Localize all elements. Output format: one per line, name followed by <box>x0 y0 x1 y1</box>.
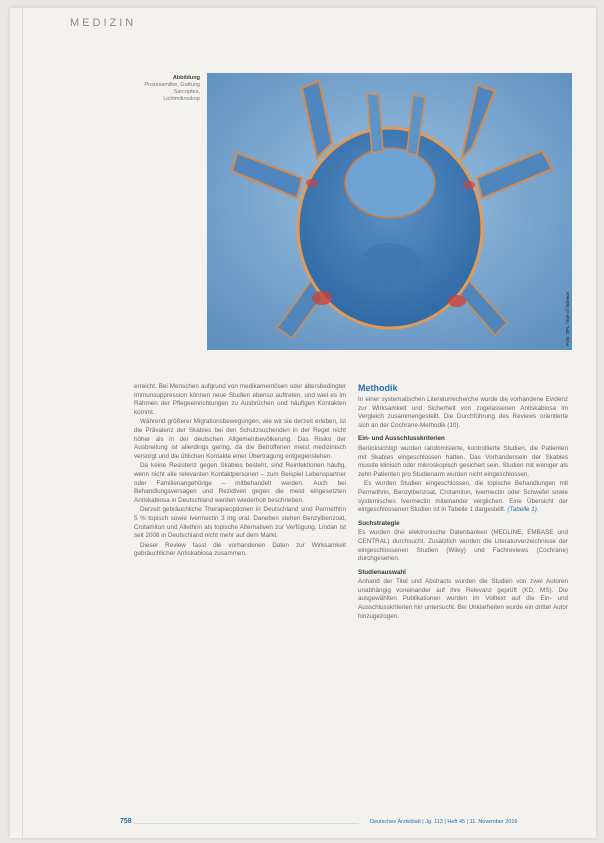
paragraph: Da keine Resistenz gegen Skabies besteht, sind Reinfektionen häufig, wenn nicht alle relevanten Kontaktpersonen – zum Beispiel Lebenspartner oder Familienangehörige – mitbehandelt werden. Auch bei Behandlungsversagen und Rezidiven gegen die meist eingesetzten Antiskabiosa in Deutschland werden wiederholt beschrieben. <box>134 462 346 504</box>
journal-citation: Deutsches Ärzteblatt | Jg. 113 | Heft 45 | 11. November 2016 <box>370 819 518 825</box>
paragraph: Während größerer Migrationsbewegungen, wie wir sie derzeit erleben, ist die Prävalenz der Skabies bei den Schutzsuchenden in der Regel nicht höher als in der deutschen Allgemeinbevölkerung. Das Risiko der Ausbreitung ist allerdings gering, da die Betroffenen meist medizinisch versorgt und die üblichen Kontakte einer Übertragung entgegenstehen. <box>134 418 346 460</box>
criteria-text-2-body: Es wurden Studien eingeschlossen, die topische Behandlungen mit Permethrin, Benzylbenzoat, Crotamiton, Ivermectin oder Schwefel sowie systemisches Ivermectin miteinander verglichen. Eine Übersicht der eingeschlossenen Studien ist in Tabelle 1 dargestellt. <box>358 480 568 514</box>
paragraph: Derzeit gebräuchliche Therapieoptionen in Deutschland sind Permethrin 5 % topisch sowie Ivermectin 3 mg oral. Daneben stehen Benzylbenzoat, Crotamiton und Allethrin als topische Alternativen zur Verfügung. Lindan ist seit 2008 in Deutschland nicht mehr auf dem Markt. <box>134 506 346 540</box>
selection-heading: Studienauswahl <box>358 568 406 576</box>
left-column <box>134 383 346 560</box>
page-number: 758 <box>120 818 132 825</box>
photo-credit: Foto: SPL / Eye of Science <box>565 292 570 346</box>
page-edge <box>22 8 23 838</box>
search-heading: Suchstrategie <box>358 519 400 527</box>
section-label: MEDIZIN <box>70 17 137 29</box>
selection-text: Anhand der Titel und Abstracts wurden die Studien von zwei Autoren unabhängig voneinander auf ihre Relevanz geprüft (KD, MS). Die ausgewählten Publikationen wurden im Volltext auf die Ein- und Ausschlusskriterien hin untersucht. Bei Unklarheiten wurde ein dritter Autor hinzugezogen. <box>358 578 568 620</box>
criteria-text: Berücksichtigt wurden randomisierte, kontrollierte Studien, die Patienten mit Skabies eingeschlossen hatten. Das Vorhandensein der Skabies musste klinisch oder mikroskopisch gesichert sein. Studien mit weniger als zehn Patienten pro Studienarm wurden nicht eingeschlossen. <box>358 444 568 478</box>
figure-caption <box>138 75 200 103</box>
paragraph: erreicht. Bei Menschen aufgrund von medikamentösen oder altersbedingter Immunsuppression können neue Studien ebenso auftreten, und weil es im Rahmen der Pflegeeinrichtungen zu Ausbrüchen und häufigen Kontakten kommt. <box>134 383 346 416</box>
caption-title: Abbildung <box>172 75 200 81</box>
right-column <box>358 383 568 622</box>
caption-text: Prozessmilbe, Gattung Sarcoptes, Lichtmikroskop <box>144 82 200 102</box>
mite-photo <box>207 73 572 350</box>
mite-illustration <box>207 73 572 350</box>
table-reference: (Tabelle 1). <box>507 506 539 514</box>
criteria-heading: Ein- und Ausschlusskriterien <box>358 435 445 443</box>
search-text: Es wurden drei elektronische Datenbanken (MEDLINE, EMBASE und CENTRAL) durchsucht. Zusätzlich wurden die Literaturverzeichnisse der eingeschlossenen Studien (Wiley) und Fachreviews (Cochrane) durchgesehen. <box>358 529 568 563</box>
methods-text: In einer systematischen Literaturrecherche wurde die vorhandene Evidenz zur Wirksamkeit und Sicherheit von zugelassenen Antiskabiosa im Vergleich zusammengestellt. Die Durchführung des Reviews orientierte sich an der Cochrane-Methodik (10). <box>358 396 568 429</box>
paragraph: Dieser Review fasst die vorhandenen Daten zur Wirksamkeit gebräuchlicher Antiskabiosa zusammen. <box>134 541 346 558</box>
methods-heading: Methodik <box>358 383 398 393</box>
criteria-text-2 <box>358 480 568 514</box>
footer-rule <box>134 823 359 824</box>
